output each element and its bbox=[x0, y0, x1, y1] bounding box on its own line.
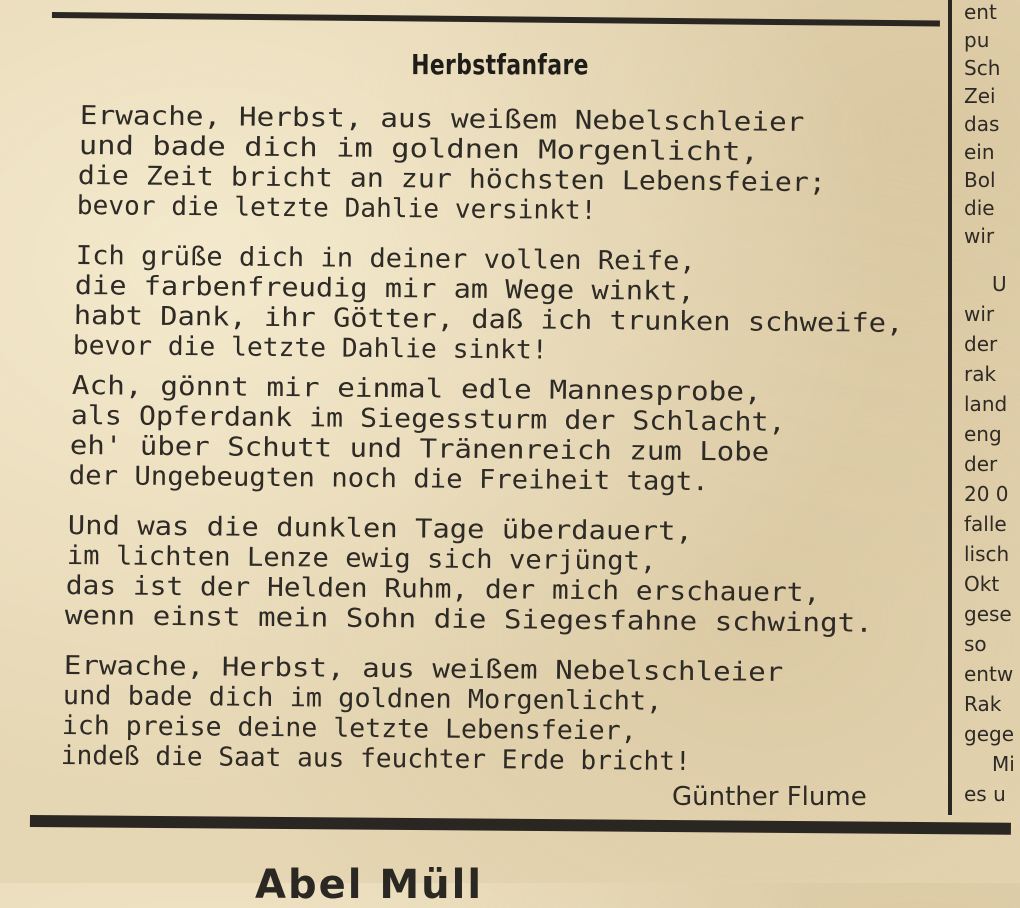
column-fragment-line: so bbox=[964, 632, 987, 656]
poem-line: ich preise deine letzte Lebensfeier, bbox=[61, 711, 637, 747]
poem-line: im lichten Lenze ewig sich verjüngt, bbox=[66, 541, 657, 577]
poem-line: Und was die dunklen Tage überdauert, bbox=[67, 511, 693, 547]
column-fragment-line: es u bbox=[964, 782, 1006, 806]
poem-line: indeß die Saat aus feuchter Erde bricht! bbox=[60, 741, 691, 778]
poem-line: Erwache, Herbst, aus weißem Nebelschleier bbox=[79, 101, 805, 138]
poem-line: die farbenfreudig mir am Wege winkt, bbox=[74, 271, 695, 307]
top-rule bbox=[52, 12, 940, 27]
column-fragment-line: Okt bbox=[964, 572, 1000, 596]
column-fragment-line: Mi bbox=[992, 752, 1015, 776]
poem-line: der Ungebeugten noch die Freiheit tagt. bbox=[68, 461, 709, 498]
poem-line: Erwache, Herbst, aus weißem Nebelschleier bbox=[63, 651, 784, 688]
column-fragment-line: rak bbox=[964, 362, 997, 386]
column-fragment-line: U bbox=[992, 272, 1007, 296]
column-fragment-line: Zei bbox=[964, 84, 996, 108]
poem-line: Ach, gönnt mir einmal edle Mannesprobe, bbox=[71, 371, 762, 408]
poem-title: Herbstfanfare bbox=[411, 48, 589, 81]
poem-line: und bade dich im goldnen Morgenlicht, bbox=[62, 681, 663, 717]
adjacent-column-fragment bbox=[960, 0, 1020, 825]
poem-author: Günther Flume bbox=[672, 782, 867, 812]
poem-line: bevor die letzte Dahlie versinkt! bbox=[76, 191, 597, 226]
column-fragment-line: falle bbox=[964, 512, 1007, 536]
column-fragment-line: 20 0 bbox=[964, 482, 1009, 506]
column-fragment-line: gege bbox=[964, 722, 1014, 746]
poem-line: wenn einst mein Sohn die Siegesfahne schwingt. bbox=[64, 601, 873, 639]
column-fragment-line: lisch bbox=[964, 542, 1010, 566]
column-fragment-line: wir bbox=[964, 224, 995, 248]
column-fragment-line: ent bbox=[964, 0, 997, 24]
column-fragment-line: das bbox=[964, 112, 1000, 136]
column-fragment-line: entw bbox=[964, 662, 1014, 686]
column-fragment-line: gese bbox=[964, 602, 1012, 626]
column-fragment-line: pu bbox=[964, 28, 990, 52]
column-fragment-line: der bbox=[964, 452, 998, 476]
poem-line: die Zeit bricht an zur höchsten Lebensfeier; bbox=[77, 161, 826, 199]
poem-line: bevor die letzte Dahlie sinkt! bbox=[72, 331, 548, 366]
column-fragment-line: wir bbox=[964, 302, 995, 326]
poem-line: das ist der Helden Ruhm, der mich erschauert, bbox=[65, 571, 821, 609]
poem-line: und bade dich im goldnen Morgenlicht, bbox=[78, 131, 759, 168]
poem-line: Ich grüße dich in deiner vollen Reife, bbox=[75, 241, 696, 277]
column-fragment-line: ein bbox=[964, 140, 995, 164]
column-fragment-line: die bbox=[964, 196, 995, 220]
column-fragment-line: der bbox=[964, 332, 998, 356]
poem-line: als Opferdank im Siegessturm der Schlacht, bbox=[70, 401, 786, 438]
poem-line: habt Dank, ihr Götter, daß ich trunken schweife, bbox=[73, 301, 904, 339]
bottom-rule bbox=[30, 815, 1011, 835]
poem-line: eh' über Schutt und Tränenreich zum Lobe bbox=[69, 431, 770, 468]
partial-headline: Abel Müll bbox=[255, 862, 484, 908]
column-fragment-line: land bbox=[964, 392, 1008, 416]
column-fragment-line: Sch bbox=[964, 56, 1001, 80]
column-fragment-line: Rak bbox=[964, 692, 1002, 716]
column-fragment-line: Bol bbox=[964, 168, 996, 192]
column-divider bbox=[948, 0, 952, 815]
column-fragment-line: eng bbox=[964, 422, 1002, 446]
